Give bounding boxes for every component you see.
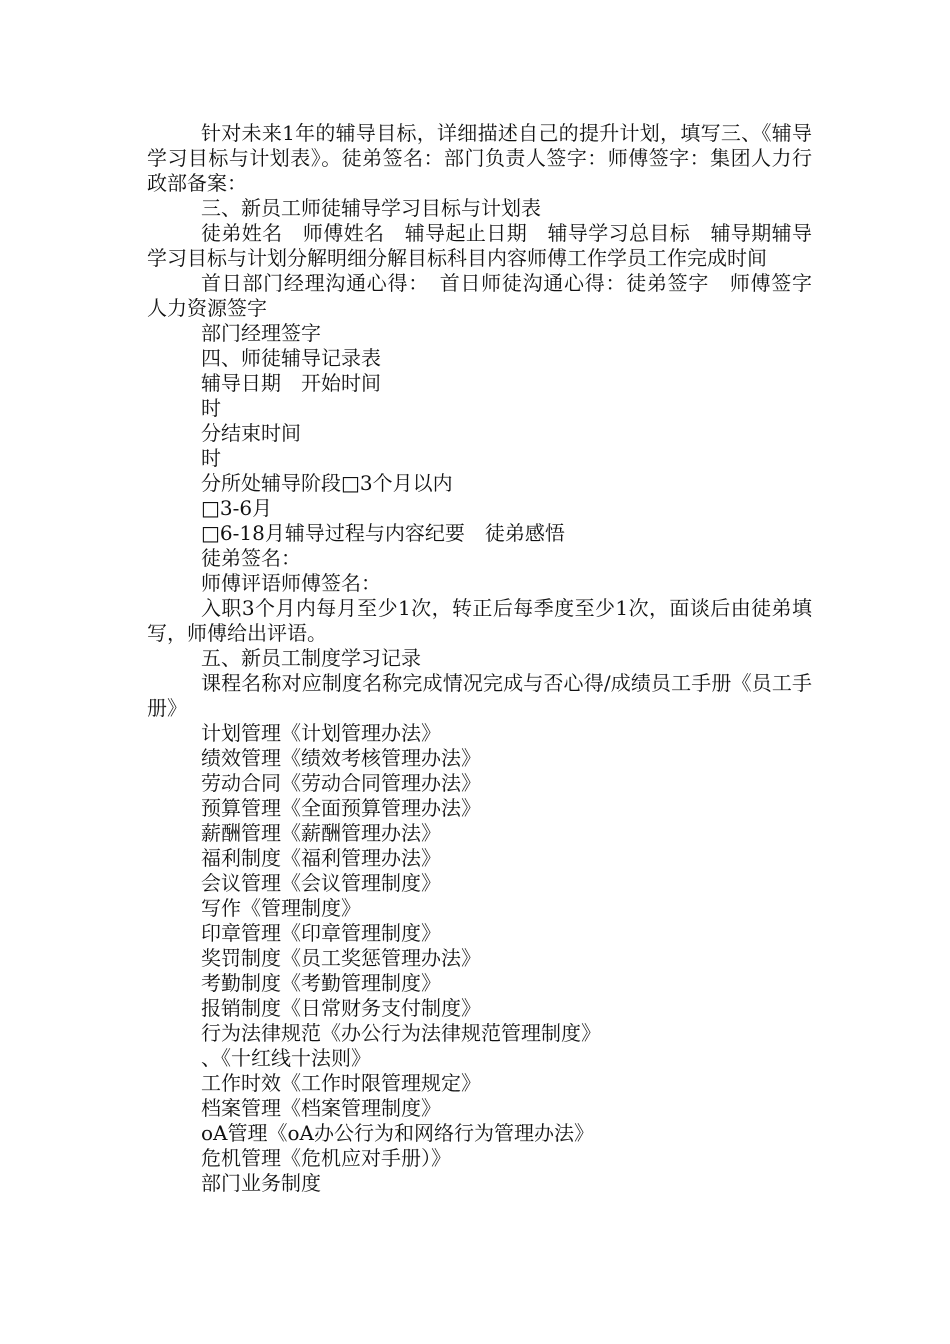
policy-item: 印章管理《印章管理制度》 [201,921,441,945]
policy-item: 劳动合同《劳动合同管理办法》 [201,771,481,795]
record-frequency-note: 入职3个月内每月至少1次，转正后每季度至少1次，面谈后由徒弟填写，师傅给出评语。 [147,596,812,645]
section-heading-record-table: 四、师徒辅导记录表 [201,346,381,370]
record-stage-option-3: □6-18月辅导过程与内容纪要 徒弟感悟 [201,521,565,545]
mentor-comment-line: 师傅评语师傅签名： [201,571,381,595]
policy-item: oA管理《oA办公行为和网络行为管理办法》 [201,1121,594,1145]
record-date-start-time: 辅导日期 开始时间 [201,371,381,395]
policy-item: 报销制度《日常财务支付制度》 [201,996,481,1020]
section-heading-plan-table: 三、新员工师徒辅导学习目标与计划表 [201,196,541,220]
policy-item: 写作《管理制度》 [201,896,361,920]
policy-item: 、《十红线十法则》 [201,1046,371,1070]
document-page [147,121,832,1196]
policy-item: 奖罚制度《员工奖惩管理办法》 [201,946,481,970]
plan-table-fields: 徒弟姓名 师傅姓名 辅导起止日期 辅导学习总目标 辅导期辅导学习目标与计划分解明细分解目标科目内容师傅工作学员工作完成时间 [147,221,812,270]
record-end-time: 分结束时间 [201,421,301,445]
policy-item: 部门业务制度 [201,1171,321,1195]
policy-item: 档案管理《档案管理制度》 [201,1096,441,1120]
manager-signature-line: 部门经理签字 [201,321,321,345]
record-stage-option-2: □3-6月 [201,496,273,520]
intro-paragraph: 针对未来1年的辅导目标，详细描述自己的提升计划，填写三、《辅导学习目标与计划表》。徒弟签名：部门负责人签字：师傅签字：集团人力行政部备案： [147,121,812,195]
policy-item: 工作时效《工作时限管理规定》 [201,1071,481,1095]
policy-item: 考勤制度《考勤管理制度》 [201,971,441,995]
policy-item: 危机管理《危机应对手册）》 [201,1146,451,1170]
apprentice-signature-line: 徒弟签名： [201,546,301,570]
policy-item: 薪酬管理《薪酬管理办法》 [201,821,441,845]
policy-item: 行为法律规范《办公行为法律规范管理制度》 [201,1021,601,1045]
policy-item: 计划管理《计划管理办法》 [201,721,441,745]
policy-item: 会议管理《会议管理制度》 [201,871,441,895]
record-hour-label: 时 [201,396,221,420]
policy-item: 预算管理《全面预算管理办法》 [201,796,481,820]
record-stage-option-1: 分所处辅导阶段□3个月以内 [201,471,453,495]
policy-item: 绩效管理《绩效考核管理办法》 [201,746,481,770]
policy-item: 福利制度《福利管理办法》 [201,846,441,870]
first-day-notes: 首日部门经理沟通心得： 首日师徒沟通心得：徒弟签字 师傅签字 人力资源签字 [147,271,832,320]
section-heading-policy-record: 五、新员工制度学习记录 [201,646,421,670]
policy-table-header: 课程名称对应制度名称完成情况完成与否心得/成绩员工手册《员工手册》 [147,671,812,720]
record-hour-label-2: 时 [201,446,221,470]
